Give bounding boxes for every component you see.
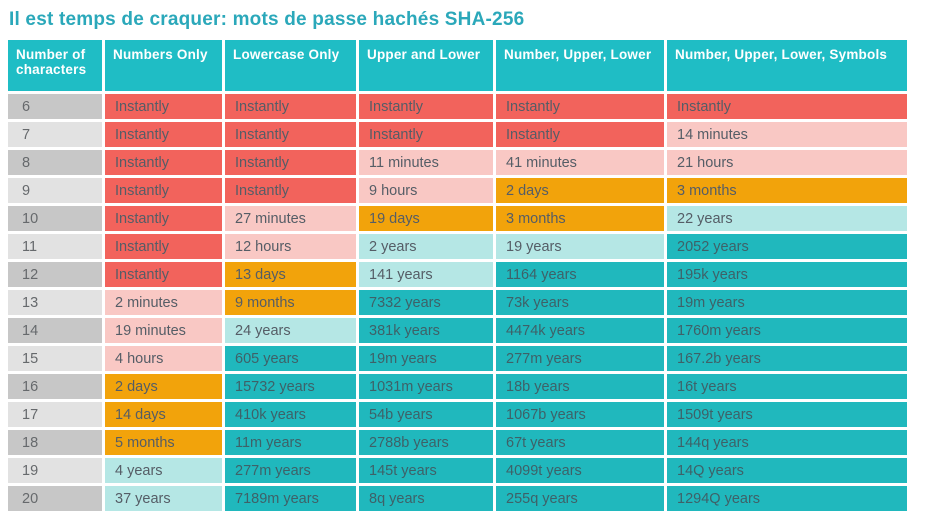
crack-time-cell: 1164 years bbox=[496, 262, 664, 287]
crack-time-cell: 1294Q years bbox=[667, 486, 907, 511]
table-row bbox=[8, 318, 907, 343]
crack-time-cell: 7332 years bbox=[359, 290, 493, 315]
crack-time-cell: 3 months bbox=[496, 206, 664, 231]
crack-time-cell: 141 years bbox=[359, 262, 493, 287]
crack-time-cell: 2 days bbox=[496, 178, 664, 203]
crack-time-cell: 24 years bbox=[225, 318, 356, 343]
table-row bbox=[8, 402, 907, 427]
char-count-cell: 15 bbox=[8, 346, 102, 371]
crack-time-cell: 144q years bbox=[667, 430, 907, 455]
table-header-row bbox=[8, 40, 907, 91]
char-count-cell: 18 bbox=[8, 430, 102, 455]
column-header: Upper and Lower bbox=[359, 40, 493, 91]
crack-time-cell: 67t years bbox=[496, 430, 664, 455]
crack-time-cell: 145t years bbox=[359, 458, 493, 483]
table-row bbox=[8, 178, 907, 203]
crack-time-cell: Instantly bbox=[105, 122, 222, 147]
column-header: Number of characters bbox=[8, 40, 102, 91]
crack-time-cell: 12 hours bbox=[225, 234, 356, 259]
page-title: Il est temps de craquer: mots de passe hachés SHA-256 bbox=[9, 9, 525, 30]
crack-time-cell: 14Q years bbox=[667, 458, 907, 483]
crack-time-cell: 5 months bbox=[105, 430, 222, 455]
crack-time-cell: 2052 years bbox=[667, 234, 907, 259]
crack-time-cell: Instantly bbox=[105, 94, 222, 119]
table-row bbox=[8, 290, 907, 315]
crack-time-cell: 41 minutes bbox=[496, 150, 664, 175]
crack-time-cell: Instantly bbox=[667, 94, 907, 119]
table-row bbox=[8, 234, 907, 259]
crack-time-cell: Instantly bbox=[496, 94, 664, 119]
crack-time-cell: Instantly bbox=[105, 234, 222, 259]
table-row bbox=[8, 430, 907, 455]
crack-time-cell: 73k years bbox=[496, 290, 664, 315]
crack-time-cell: Instantly bbox=[496, 122, 664, 147]
char-count-cell: 14 bbox=[8, 318, 102, 343]
char-count-cell: 13 bbox=[8, 290, 102, 315]
char-count-cell: 11 bbox=[8, 234, 102, 259]
crack-time-cell: 1509t years bbox=[667, 402, 907, 427]
crack-time-cell: 4099t years bbox=[496, 458, 664, 483]
column-header: Lowercase Only bbox=[225, 40, 356, 91]
crack-time-cell: 37 years bbox=[105, 486, 222, 511]
table-row bbox=[8, 94, 907, 119]
crack-time-cell: 195k years bbox=[667, 262, 907, 287]
column-header: Number, Upper, Lower bbox=[496, 40, 664, 91]
crack-time-cell: 14 days bbox=[105, 402, 222, 427]
crack-time-cell: Instantly bbox=[105, 150, 222, 175]
crack-time-cell: 18b years bbox=[496, 374, 664, 399]
char-count-cell: 20 bbox=[8, 486, 102, 511]
table-row bbox=[8, 374, 907, 399]
crack-time-cell: 8q years bbox=[359, 486, 493, 511]
crack-time-cell: 15732 years bbox=[225, 374, 356, 399]
crack-time-cell: 4474k years bbox=[496, 318, 664, 343]
crack-time-cell: Instantly bbox=[225, 150, 356, 175]
crack-time-cell: 22 years bbox=[667, 206, 907, 231]
crack-time-cell: 9 hours bbox=[359, 178, 493, 203]
crack-time-cell: 21 hours bbox=[667, 150, 907, 175]
crack-time-cell: 11m years bbox=[225, 430, 356, 455]
crack-time-cell: 11 minutes bbox=[359, 150, 493, 175]
crack-time-cell: Instantly bbox=[225, 94, 356, 119]
table-row bbox=[8, 486, 907, 511]
crack-time-cell: 255q years bbox=[496, 486, 664, 511]
crack-time-cell: 4 hours bbox=[105, 346, 222, 371]
crack-time-cell: 13 days bbox=[225, 262, 356, 287]
table-row bbox=[8, 262, 907, 287]
table-row bbox=[8, 458, 907, 483]
crack-time-cell: Instantly bbox=[105, 206, 222, 231]
crack-time-cell: 277m years bbox=[496, 346, 664, 371]
crack-time-cell: Instantly bbox=[105, 178, 222, 203]
char-count-cell: 16 bbox=[8, 374, 102, 399]
crack-time-cell: 9 months bbox=[225, 290, 356, 315]
crack-time-cell: 19 minutes bbox=[105, 318, 222, 343]
crack-time-cell: 7189m years bbox=[225, 486, 356, 511]
table-header bbox=[8, 40, 907, 91]
crack-time-cell: 410k years bbox=[225, 402, 356, 427]
char-count-cell: 12 bbox=[8, 262, 102, 287]
crack-time-cell: 2 years bbox=[359, 234, 493, 259]
char-count-cell: 19 bbox=[8, 458, 102, 483]
char-count-cell: 7 bbox=[8, 122, 102, 147]
crack-time-cell: 19m years bbox=[667, 290, 907, 315]
crack-time-cell: 14 minutes bbox=[667, 122, 907, 147]
crack-time-cell: 167.2b years bbox=[667, 346, 907, 371]
crack-time-cell: 54b years bbox=[359, 402, 493, 427]
crack-time-cell: Instantly bbox=[225, 178, 356, 203]
table-row bbox=[8, 206, 907, 231]
crack-time-cell: 1067b years bbox=[496, 402, 664, 427]
crack-time-cell: 1031m years bbox=[359, 374, 493, 399]
crack-time-cell: 27 minutes bbox=[225, 206, 356, 231]
crack-time-cell: 4 years bbox=[105, 458, 222, 483]
char-count-cell: 8 bbox=[8, 150, 102, 175]
crack-time-cell: 19 days bbox=[359, 206, 493, 231]
crack-time-cell: Instantly bbox=[105, 262, 222, 287]
crack-time-cell: 277m years bbox=[225, 458, 356, 483]
char-count-cell: 6 bbox=[8, 94, 102, 119]
char-count-cell: 9 bbox=[8, 178, 102, 203]
crack-time-cell: 2788b years bbox=[359, 430, 493, 455]
table-body bbox=[8, 94, 907, 511]
password-crack-time-table bbox=[5, 37, 910, 514]
crack-time-cell: 605 years bbox=[225, 346, 356, 371]
crack-time-cell: Instantly bbox=[359, 122, 493, 147]
crack-time-cell: Instantly bbox=[225, 122, 356, 147]
crack-time-cell: 2 days bbox=[105, 374, 222, 399]
crack-time-cell: 19 years bbox=[496, 234, 664, 259]
crack-time-cell: Instantly bbox=[359, 94, 493, 119]
crack-time-cell: 16t years bbox=[667, 374, 907, 399]
crack-time-cell: 1760m years bbox=[667, 318, 907, 343]
char-count-cell: 17 bbox=[8, 402, 102, 427]
crack-time-cell: 2 minutes bbox=[105, 290, 222, 315]
crack-time-cell: 19m years bbox=[359, 346, 493, 371]
column-header: Number, Upper, Lower, Symbols bbox=[667, 40, 907, 91]
crack-time-cell: 3 months bbox=[667, 178, 907, 203]
crack-time-cell: 381k years bbox=[359, 318, 493, 343]
table-row bbox=[8, 346, 907, 371]
table-row bbox=[8, 122, 907, 147]
column-header: Numbers Only bbox=[105, 40, 222, 91]
table-row bbox=[8, 150, 907, 175]
char-count-cell: 10 bbox=[8, 206, 102, 231]
